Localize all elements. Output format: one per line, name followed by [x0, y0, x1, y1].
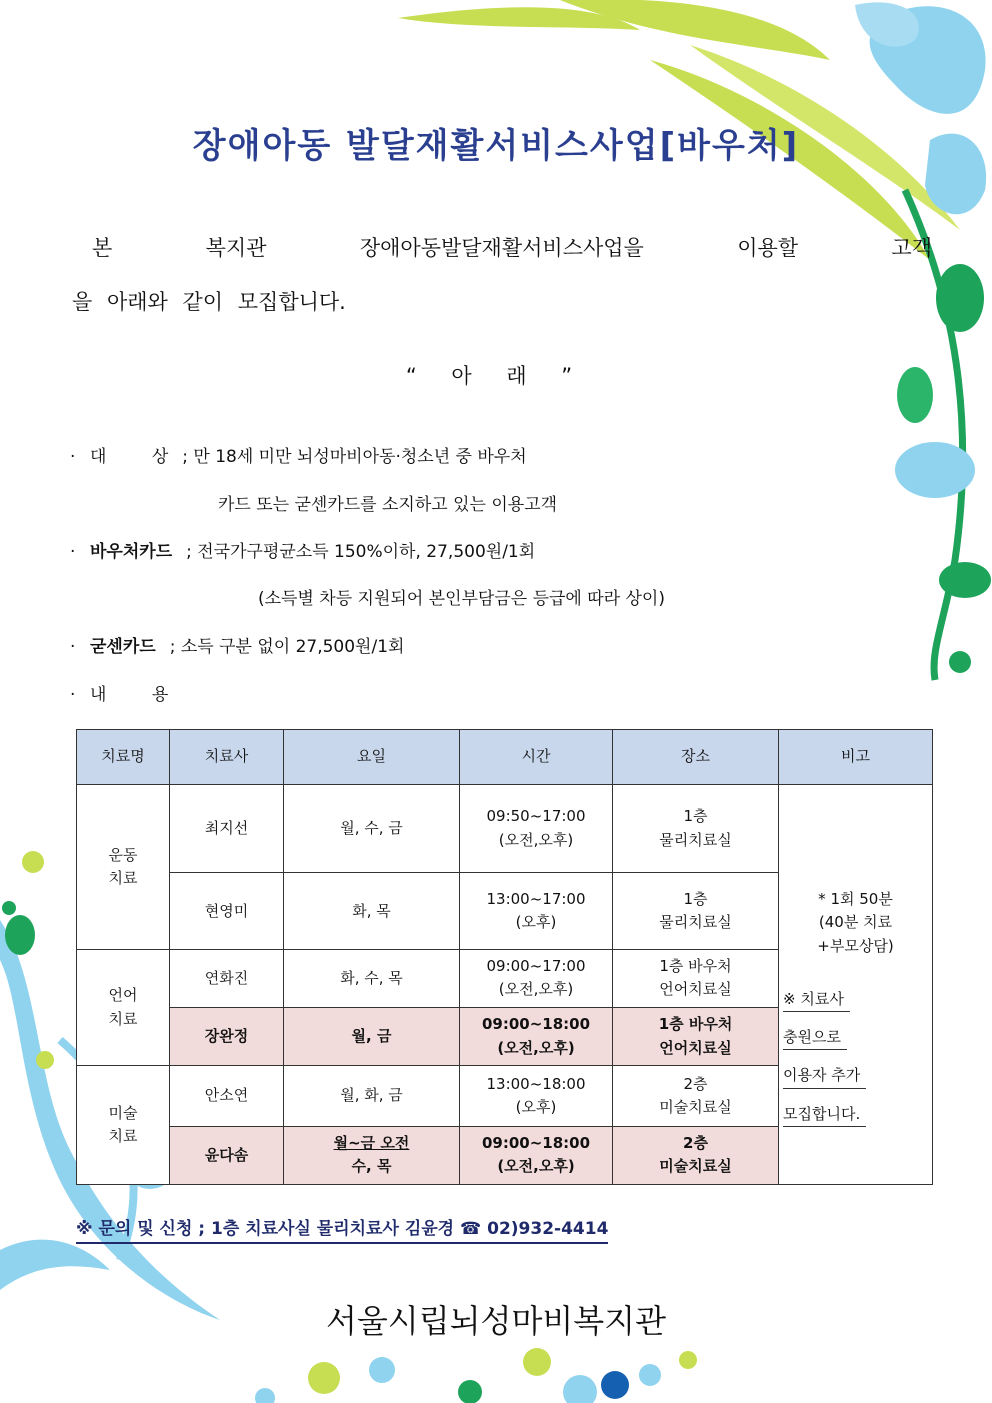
- remark-recruit-note: [783, 988, 928, 1141]
- intro-word: 장애아동발달재활서비스사업을: [359, 236, 644, 260]
- time-period: (오후): [515, 913, 557, 932]
- group-motor: 운동 치료: [77, 785, 170, 950]
- remark-note-line: 모집합니다.: [783, 1103, 866, 1127]
- time-range: 13:00~17:00: [486, 889, 586, 908]
- header-time: 시간: [460, 730, 613, 785]
- organization-name: 서울시립뇌성마비복지관: [325, 1302, 667, 1340]
- time-period: (오전,오후): [497, 1157, 575, 1176]
- schedule-table: [76, 729, 933, 1185]
- time-cell: [460, 1126, 613, 1184]
- target-text: ; 만 18세 미만 뇌성마비아동·청소년 중 바우처: [182, 447, 527, 467]
- intro-word: 고객: [891, 236, 932, 260]
- place-floor: 1층: [683, 807, 708, 826]
- days-line: 월~금 오전: [333, 1134, 410, 1153]
- time-period: (오전,오후): [497, 1038, 575, 1057]
- voucher-text: ; 전국가구평균소득 150%이하, 27,500원/1회: [186, 542, 536, 562]
- days-cell: 월, 수, 금: [284, 785, 460, 873]
- place-floor: 1층 바우처: [659, 957, 732, 976]
- days-cell: [284, 1126, 460, 1184]
- place-floor: 2층: [683, 1074, 708, 1093]
- place-cell: [613, 1126, 779, 1184]
- therapist-cell: 현영미: [170, 873, 284, 949]
- place-room: 미술치료실: [659, 1157, 732, 1176]
- intro-line-1: [92, 232, 932, 262]
- place-cell: [613, 949, 779, 1007]
- header-therapy: 치료명: [77, 730, 170, 785]
- notice-heading: “ 아 래 ”: [405, 364, 587, 388]
- time-cell: [460, 785, 613, 873]
- gusen-text: ; 소득 구분 없이 27,500원/1회: [169, 637, 405, 657]
- days-cell: 화, 수, 목: [284, 949, 460, 1007]
- bullet-dot: ·: [70, 685, 76, 705]
- place-room: 물리치료실: [659, 913, 732, 932]
- time-period: (오전,오후): [498, 980, 574, 999]
- place-floor: 1층 바우처: [658, 1015, 733, 1034]
- place-cell: [613, 785, 779, 873]
- time-range: 09:00~18:00: [481, 1015, 591, 1034]
- header-remark: 비고: [779, 730, 933, 785]
- header-therapist: 치료사: [170, 730, 284, 785]
- bullet-dot: ·: [70, 447, 76, 467]
- time-range: 09:50~17:00: [486, 807, 586, 826]
- header-place: 장소: [613, 730, 779, 785]
- place-room: 언어치료실: [659, 1038, 732, 1057]
- time-period: (오전,오후): [498, 830, 574, 849]
- target-item: [70, 442, 527, 467]
- time-cell: [460, 1066, 613, 1126]
- days-line: 수, 목: [351, 1157, 392, 1176]
- intro-word: 이용할: [737, 236, 799, 260]
- time-period: (오후): [515, 1098, 557, 1117]
- place-floor: 1층: [683, 889, 708, 908]
- remark-note-line: ※ 치료사: [783, 988, 850, 1012]
- therapist-cell: 안소연: [170, 1066, 284, 1126]
- intro-word: 복지관: [205, 236, 267, 260]
- days-cell: 화, 목: [284, 873, 460, 949]
- time-range: 13:00~18:00: [486, 1074, 586, 1093]
- time-cell: [460, 873, 613, 949]
- therapist-cell: 장완정: [170, 1008, 284, 1066]
- therapist-cell: 연화진: [170, 949, 284, 1007]
- content-label: 내 용: [90, 685, 169, 705]
- days-cell: 월, 금: [284, 1008, 460, 1066]
- place-room: 미술치료실: [659, 1098, 732, 1117]
- target-text-2: 카드 또는 굳센카드를 소지하고 있는 이용고객: [218, 495, 558, 515]
- time-cell: [460, 1008, 613, 1066]
- intro-word: 본: [92, 236, 113, 260]
- time-cell: [460, 949, 613, 1007]
- time-range: 09:00~18:00: [481, 1134, 591, 1153]
- group-speech: 언어 치료: [77, 949, 170, 1066]
- voucher-text-2: (소득별 차등 지원되어 본인부담금은 등급에 따라 상이): [258, 589, 665, 609]
- bullet-dot: ·: [70, 542, 76, 562]
- place-cell: [613, 1008, 779, 1066]
- place-cell: [613, 873, 779, 949]
- group-art: 미술 치료: [77, 1066, 170, 1185]
- remark-cell: [779, 785, 933, 1185]
- gusen-item: [70, 632, 404, 657]
- therapist-cell: 최지선: [170, 785, 284, 873]
- target-label: 대 상: [90, 447, 169, 467]
- therapist-cell: 윤다솜: [170, 1126, 284, 1184]
- remark-line: * 1회 50분: [818, 890, 893, 909]
- place-floor: 2층: [683, 1134, 708, 1153]
- intro-line-2: 을 아래와 같이 모집합니다.: [72, 290, 346, 314]
- voucher-item: [70, 537, 535, 562]
- remark-line: +부모상담): [817, 936, 894, 955]
- remark-session: [783, 888, 928, 958]
- remark-note-line: 충원으로: [783, 1026, 847, 1050]
- place-room: 물리치료실: [659, 830, 732, 849]
- bullet-dot: ·: [70, 637, 76, 657]
- gusen-label: 굳센카드: [90, 637, 156, 657]
- page-title: 장애아동 발달재활서비스사업[바우처]: [192, 126, 800, 166]
- table-header-row: [77, 730, 933, 785]
- contact-info: ※ 문의 및 신청 ; 1층 치료사실 물리치료사 김윤경 ☎ 02)932-4414: [76, 1214, 608, 1244]
- days-cell: 월, 화, 금: [284, 1066, 460, 1126]
- content-item: [70, 680, 168, 705]
- place-room: 언어치료실: [659, 980, 732, 999]
- voucher-label: 바우처카드: [90, 542, 173, 562]
- remark-line: (40분 치료: [818, 913, 893, 932]
- table-row: [77, 785, 933, 873]
- time-range: 09:00~17:00: [486, 957, 586, 976]
- remark-note-line: 이용자 추가: [783, 1064, 866, 1088]
- place-cell: [613, 1066, 779, 1126]
- header-days: 요일: [284, 730, 460, 785]
